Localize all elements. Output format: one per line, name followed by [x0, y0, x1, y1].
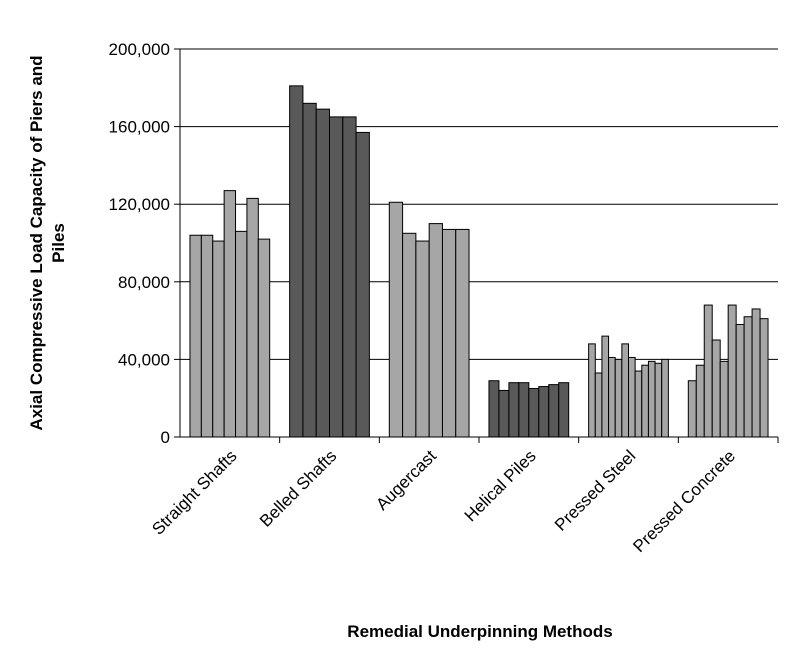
bar	[303, 103, 316, 437]
bar	[247, 198, 258, 437]
category-label: Pressed Steel	[551, 446, 640, 535]
bar	[648, 361, 655, 437]
bar	[696, 365, 704, 437]
bar	[213, 241, 224, 437]
category-label: Helical Piles	[460, 446, 540, 526]
bar	[529, 389, 539, 438]
bar	[642, 365, 649, 437]
bar	[489, 381, 499, 437]
bar	[258, 239, 269, 437]
category-label: Pressed Concrete	[629, 446, 739, 557]
bar	[752, 309, 760, 437]
bar	[316, 109, 329, 437]
bars	[190, 86, 768, 437]
bar	[635, 371, 642, 437]
bar	[744, 317, 752, 437]
y-tick-label: 40,000	[118, 350, 170, 370]
bar	[629, 357, 636, 437]
y-tick-label: 120,000	[108, 195, 170, 215]
bar	[190, 235, 201, 437]
bar	[622, 344, 629, 437]
bar	[290, 86, 303, 437]
x-axis-title: Remedial Underpinning Methods	[347, 622, 613, 641]
bar	[662, 359, 669, 437]
bar	[760, 319, 768, 437]
bar	[416, 241, 429, 437]
bar	[356, 132, 369, 437]
bar	[609, 357, 616, 437]
bar	[236, 231, 247, 437]
bar	[330, 117, 343, 437]
bar	[509, 383, 519, 437]
bar	[712, 340, 720, 437]
bar	[559, 383, 569, 437]
bar	[442, 229, 455, 437]
bar	[615, 359, 622, 437]
bar	[549, 385, 559, 437]
bar	[499, 390, 509, 437]
y-tick-label: 200,000	[108, 40, 170, 59]
bar	[688, 381, 696, 437]
bar	[456, 229, 469, 437]
bar	[602, 336, 609, 437]
bar	[595, 373, 602, 437]
y-tick-label: 80,000	[118, 272, 170, 292]
category-label: Straight Shafts	[148, 446, 241, 539]
bar	[519, 383, 529, 437]
bar	[224, 191, 235, 437]
bar	[728, 305, 736, 437]
bar	[720, 361, 728, 437]
bar	[343, 117, 356, 437]
y-tick-label: 0	[160, 428, 170, 447]
bar	[201, 235, 212, 437]
y-axis-title: Axial Compressive Load Capacity of Piers and Piles	[27, 55, 68, 431]
bar	[589, 344, 596, 437]
bar	[429, 224, 442, 437]
category-label: Belled Shafts	[256, 446, 341, 531]
bar	[539, 387, 549, 437]
bar	[704, 305, 712, 437]
bar	[736, 324, 744, 437]
bar	[389, 202, 402, 437]
bar	[403, 233, 416, 437]
y-tick-label: 160,000	[108, 117, 170, 137]
bar	[655, 363, 662, 437]
category-label: Augercast	[372, 446, 440, 514]
